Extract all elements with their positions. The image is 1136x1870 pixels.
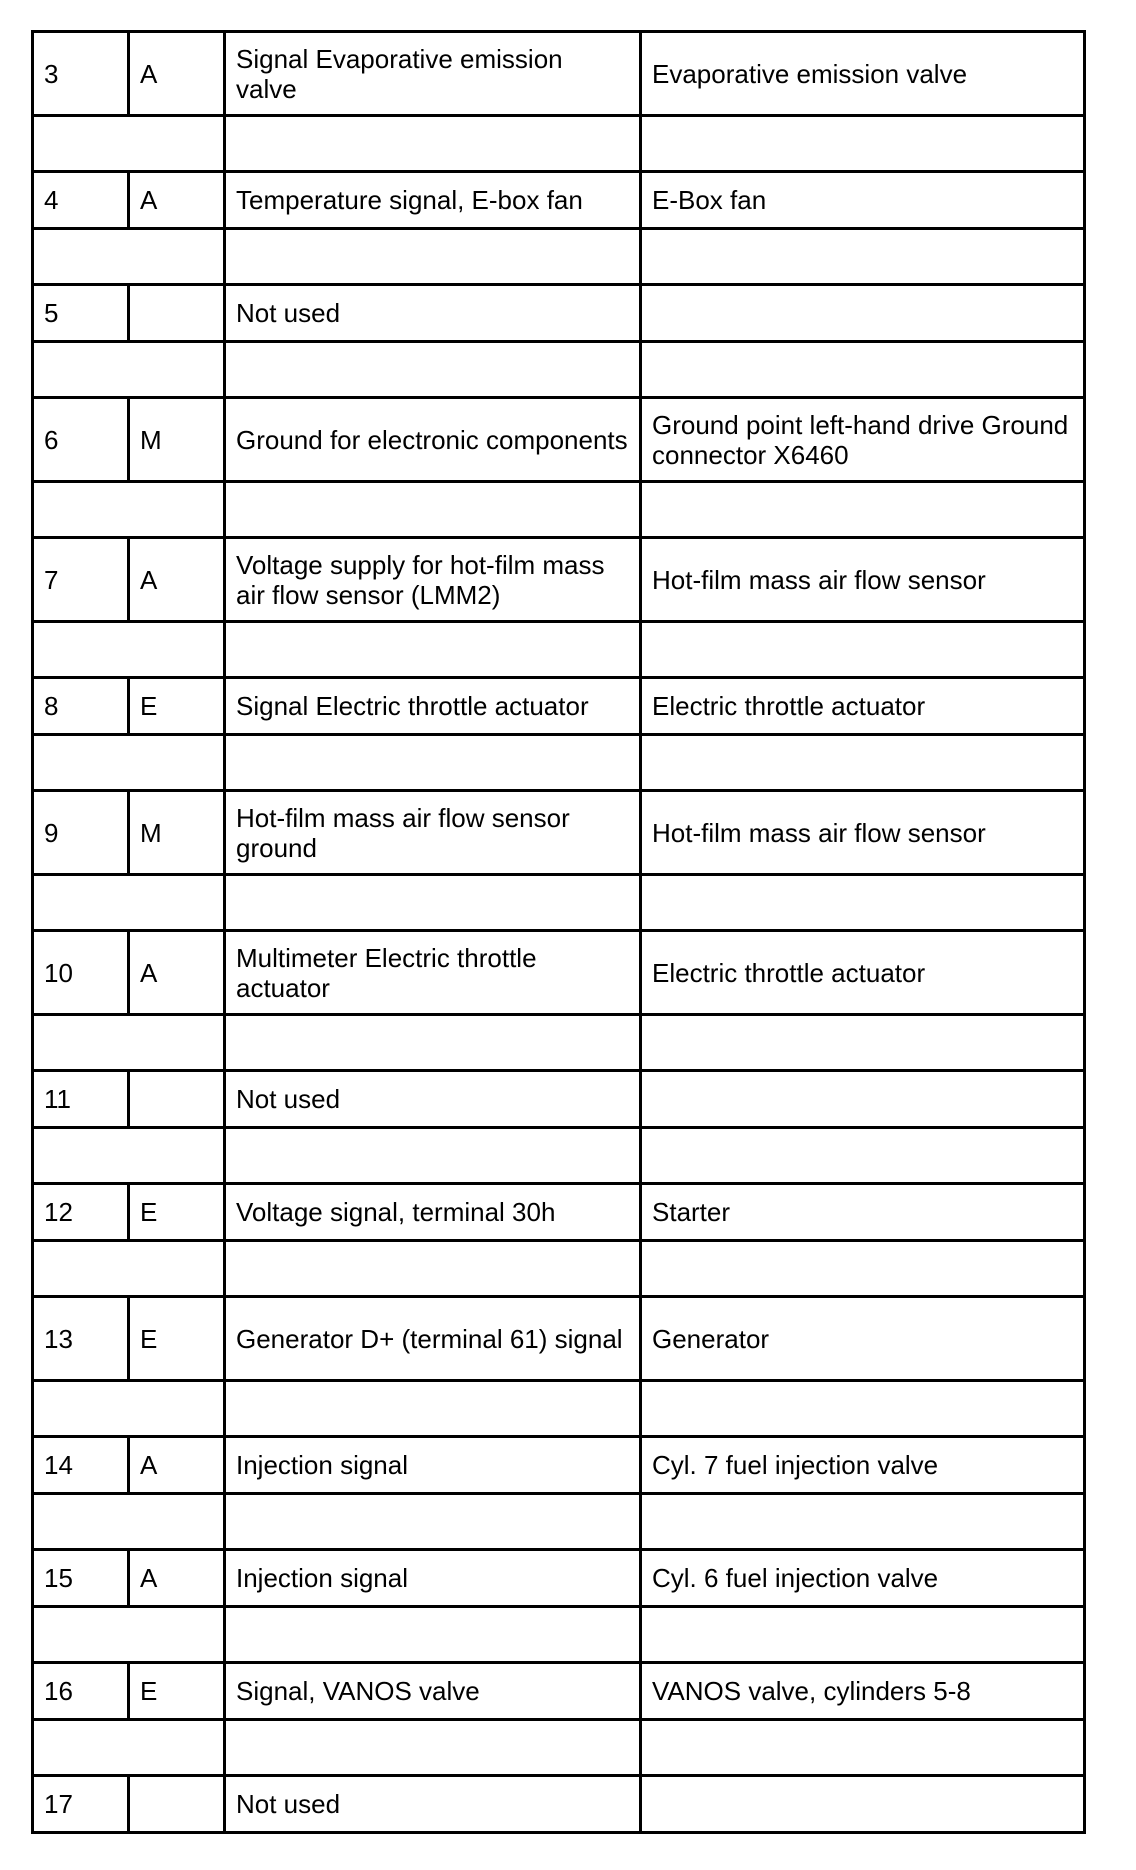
- connected-component: Cyl. 7 fuel injection valve: [641, 1437, 1085, 1494]
- spacer-cell: [641, 482, 1085, 538]
- connected-component: Starter: [641, 1184, 1085, 1241]
- connected-component: Evaporative emission valve: [641, 32, 1085, 116]
- spacer-cell: [225, 622, 641, 678]
- signal-type: A: [129, 931, 225, 1015]
- connected-component: Ground point left-hand drive Ground connector X6460: [641, 398, 1085, 482]
- spacer-cell: [225, 229, 641, 285]
- signal-type: E: [129, 1663, 225, 1720]
- spacer-row: [33, 1381, 1085, 1437]
- spacer-cell: [225, 1241, 641, 1297]
- table-row: [33, 1297, 1085, 1381]
- connected-component: [641, 1071, 1085, 1128]
- table-row: [33, 1437, 1085, 1494]
- spacer-cell: [641, 1128, 1085, 1184]
- table-row: [33, 172, 1085, 229]
- signal-description: Hot-film mass air flow sensor ground: [225, 791, 641, 875]
- spacer-cell: [33, 482, 225, 538]
- table-row: [33, 1184, 1085, 1241]
- spacer-cell: [33, 116, 225, 172]
- spacer-cell: [225, 1128, 641, 1184]
- spacer-cell: [225, 1494, 641, 1550]
- pin-number: 17: [33, 1776, 129, 1833]
- spacer-cell: [33, 1381, 225, 1437]
- spacer-row: [33, 482, 1085, 538]
- pin-number: 12: [33, 1184, 129, 1241]
- table-row: [33, 538, 1085, 622]
- spacer-cell: [33, 622, 225, 678]
- spacer-cell: [225, 482, 641, 538]
- spacer-cell: [225, 1015, 641, 1071]
- spacer-row: [33, 1128, 1085, 1184]
- spacer-row: [33, 1494, 1085, 1550]
- spacer-row: [33, 342, 1085, 398]
- table-row: [33, 1550, 1085, 1607]
- spacer-cell: [225, 1607, 641, 1663]
- signal-type: A: [129, 32, 225, 116]
- table-row: [33, 1663, 1085, 1720]
- pin-number: 9: [33, 791, 129, 875]
- signal-type: M: [129, 398, 225, 482]
- pin-number: 11: [33, 1071, 129, 1128]
- connected-component: VANOS valve, cylinders 5-8: [641, 1663, 1085, 1720]
- signal-description: Multimeter Electric throttle actuator: [225, 931, 641, 1015]
- signal-type: A: [129, 172, 225, 229]
- spacer-cell: [33, 1241, 225, 1297]
- signal-description: Not used: [225, 285, 641, 342]
- signal-description: Not used: [225, 1071, 641, 1128]
- spacer-row: [33, 1720, 1085, 1776]
- spacer-row: [33, 1015, 1085, 1071]
- connected-component: Hot-film mass air flow sensor: [641, 538, 1085, 622]
- signal-type: A: [129, 538, 225, 622]
- spacer-cell: [33, 342, 225, 398]
- spacer-cell: [33, 1494, 225, 1550]
- connected-component: [641, 285, 1085, 342]
- spacer-cell: [641, 875, 1085, 931]
- spacer-cell: [33, 735, 225, 791]
- pin-number: 8: [33, 678, 129, 735]
- signal-description: Signal Evaporative emission valve: [225, 32, 641, 116]
- spacer-cell: [225, 1720, 641, 1776]
- signal-type: [129, 285, 225, 342]
- spacer-cell: [641, 1607, 1085, 1663]
- signal-description: Injection signal: [225, 1550, 641, 1607]
- pin-number: 16: [33, 1663, 129, 1720]
- spacer-cell: [641, 116, 1085, 172]
- table-body: [33, 32, 1085, 1833]
- connected-component: Cyl. 6 fuel injection valve: [641, 1550, 1085, 1607]
- spacer-cell: [225, 116, 641, 172]
- pin-number: 5: [33, 285, 129, 342]
- spacer-cell: [33, 1015, 225, 1071]
- spacer-row: [33, 622, 1085, 678]
- pin-number: 14: [33, 1437, 129, 1494]
- spacer-cell: [641, 1015, 1085, 1071]
- spacer-cell: [33, 1607, 225, 1663]
- connected-component: E-Box fan: [641, 172, 1085, 229]
- connected-component: [641, 1776, 1085, 1833]
- pin-assignment-table: [31, 30, 1086, 1834]
- spacer-row: [33, 229, 1085, 285]
- spacer-row: [33, 735, 1085, 791]
- signal-description: Not used: [225, 1776, 641, 1833]
- connected-component: Generator: [641, 1297, 1085, 1381]
- spacer-cell: [33, 229, 225, 285]
- signal-type: A: [129, 1550, 225, 1607]
- signal-description: Signal Electric throttle actuator: [225, 678, 641, 735]
- pin-number: 10: [33, 931, 129, 1015]
- signal-description: Temperature signal, E-box fan: [225, 172, 641, 229]
- table-row: [33, 1776, 1085, 1833]
- connected-component: Electric throttle actuator: [641, 678, 1085, 735]
- table-row: [33, 931, 1085, 1015]
- table-row: [33, 791, 1085, 875]
- pin-number: 3: [33, 32, 129, 116]
- signal-type: E: [129, 1184, 225, 1241]
- spacer-cell: [225, 1381, 641, 1437]
- spacer-row: [33, 875, 1085, 931]
- spacer-row: [33, 1607, 1085, 1663]
- signal-description: Voltage signal, terminal 30h: [225, 1184, 641, 1241]
- spacer-row: [33, 1241, 1085, 1297]
- signal-type: A: [129, 1437, 225, 1494]
- signal-type: [129, 1071, 225, 1128]
- spacer-cell: [225, 342, 641, 398]
- connected-component: Hot-film mass air flow sensor: [641, 791, 1085, 875]
- spacer-cell: [225, 875, 641, 931]
- signal-description: Injection signal: [225, 1437, 641, 1494]
- spacer-cell: [641, 229, 1085, 285]
- spacer-cell: [641, 1381, 1085, 1437]
- signal-type: [129, 1776, 225, 1833]
- spacer-cell: [225, 735, 641, 791]
- pin-number: 15: [33, 1550, 129, 1607]
- spacer-cell: [641, 1241, 1085, 1297]
- spacer-cell: [641, 342, 1085, 398]
- pin-number: 13: [33, 1297, 129, 1381]
- signal-description: Signal, VANOS valve: [225, 1663, 641, 1720]
- spacer-cell: [641, 735, 1085, 791]
- signal-description: Generator D+ (terminal 61) signal: [225, 1297, 641, 1381]
- signal-type: M: [129, 791, 225, 875]
- pin-number: 7: [33, 538, 129, 622]
- spacer-cell: [641, 1494, 1085, 1550]
- table-row: [33, 285, 1085, 342]
- spacer-row: [33, 116, 1085, 172]
- table-row: [33, 1071, 1085, 1128]
- spacer-cell: [641, 1720, 1085, 1776]
- signal-description: Voltage supply for hot-film mass air flow sensor (LMM2): [225, 538, 641, 622]
- spacer-cell: [33, 875, 225, 931]
- table-row: [33, 32, 1085, 116]
- table-row: [33, 398, 1085, 482]
- spacer-cell: [33, 1720, 225, 1776]
- spacer-cell: [33, 1128, 225, 1184]
- connected-component: Electric throttle actuator: [641, 931, 1085, 1015]
- table-row: [33, 678, 1085, 735]
- signal-description: Ground for electronic components: [225, 398, 641, 482]
- signal-type: E: [129, 678, 225, 735]
- signal-type: E: [129, 1297, 225, 1381]
- pin-number: 4: [33, 172, 129, 229]
- pin-number: 6: [33, 398, 129, 482]
- spacer-cell: [641, 622, 1085, 678]
